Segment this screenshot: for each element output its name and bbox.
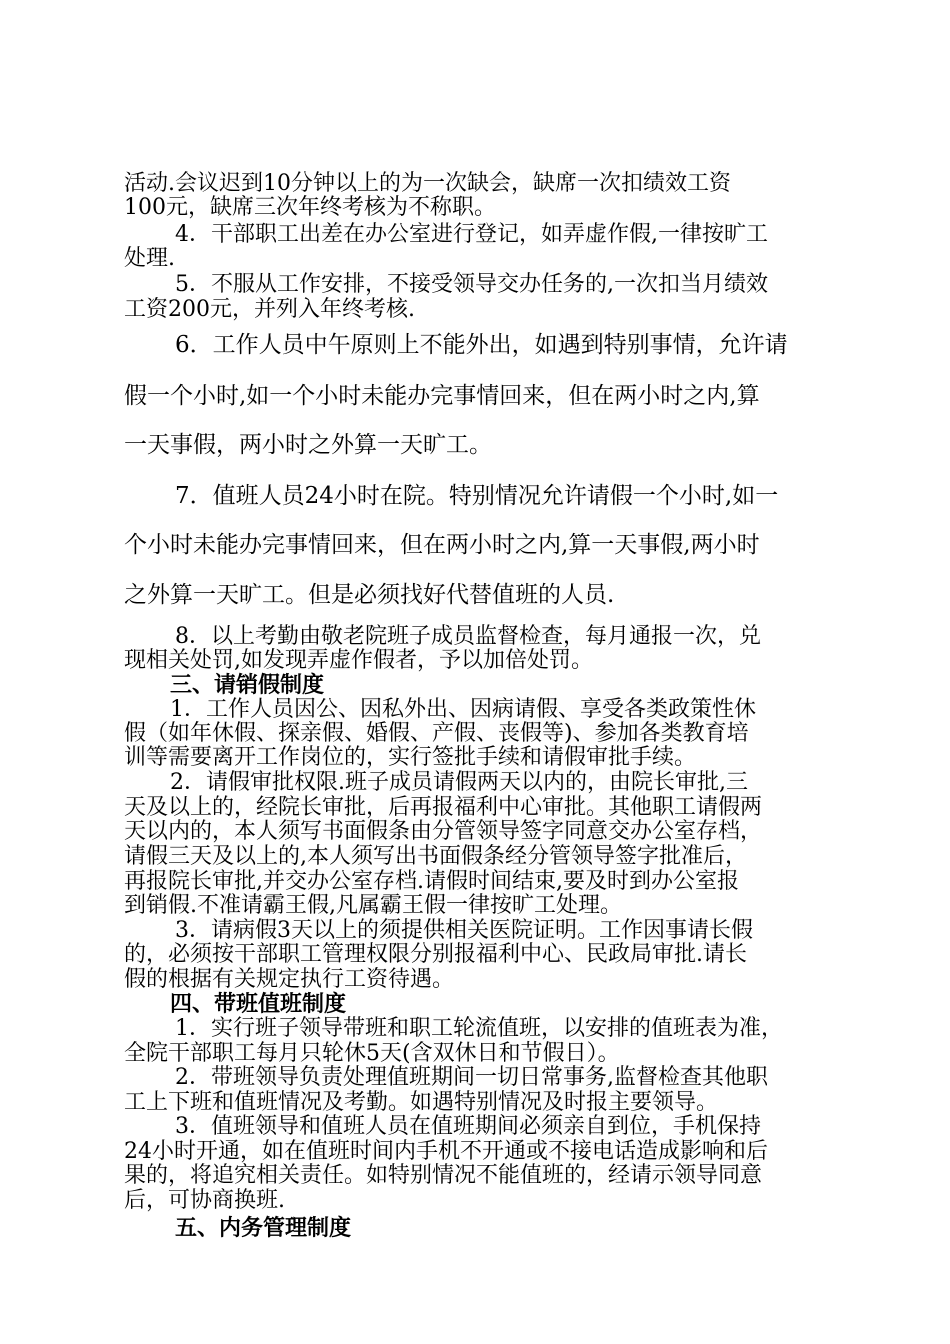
text-line: 活动.会议迟到10分钟以上的为一次缺会，缺席一次扣绩效工资 bbox=[124, 171, 731, 196]
text-line: 个小时未能办完事情回来，但在两小时之内,算一天事假,两小时 bbox=[124, 532, 760, 558]
text-line: 天及以上的，经院长审批，后再报福利中心审批。其他职工请假两 bbox=[124, 795, 763, 820]
text-line: 现相关处罚,如发现弄虚作假者，予以加倍处罚。 bbox=[124, 648, 593, 673]
text-line: 训等需要离开工作岗位的，实行签批手续和请假审批手续。 bbox=[124, 745, 697, 770]
text-line: 再报院长审批,并交办公室存档.请假时间结束,要及时到办公室报 bbox=[124, 869, 739, 894]
text-line: 2．带班领导负责处理值班期间一切日常事务,监督检查其他职 bbox=[175, 1065, 768, 1090]
text-line: 6．工作人员中午原则上不能外出，如遇到特别事情，允许请 bbox=[175, 332, 788, 358]
text-line: 3．值班领导和值班人员在值班期间必须亲自到位，手机保持 bbox=[175, 1114, 761, 1139]
text-line: 24小时开通，如在值班时间内手机不开通或不接电话造成影响和后 bbox=[124, 1139, 768, 1164]
text-line: 一天事假，两小时之外算一天旷工。 bbox=[124, 432, 492, 458]
text-line: 处理. bbox=[124, 246, 175, 271]
text-line: 请假三天及以上的,本人须写出书面假条经分管领导签字批准后， bbox=[124, 844, 747, 869]
text-line: 假一个小时,如一个小时未能办完事情回来，但在两小时之内,算 bbox=[124, 383, 760, 409]
text-line: 100元，缺席三次年终考核为不称职。 bbox=[124, 195, 496, 220]
text-line: 到销假.不准请霸王假,凡属霸王假一律按旷工处理。 bbox=[124, 893, 622, 918]
text-line: 工上下班和值班情况及考勤。如遇特别情况及时报主要领导。 bbox=[124, 1090, 719, 1115]
text-line: 全院干部职工每月只轮休5天(含双休日和节假日）。 bbox=[124, 1041, 620, 1066]
text-line: 假的根据有关规定执行工资待遇。 bbox=[124, 967, 455, 992]
text-line: 7．值班人员24小时在院。特别情况允许请假一个小时,如一 bbox=[175, 483, 779, 509]
section-heading: 五、内务管理制度 bbox=[175, 1215, 352, 1241]
section-heading: 三、请销假制度 bbox=[170, 672, 325, 698]
text-line: 1．工作人员因公、因私外出、因病请假、享受各类政策性休 bbox=[170, 697, 756, 722]
text-line: 果的，将追究相关责任。如特别情况不能值班的，经请示领导同意 bbox=[124, 1163, 763, 1188]
text-line: 2．请假审批权限.班子成员请假两天以内的，由院长审批,三 bbox=[170, 770, 748, 795]
text-line: 后，可协商换班. bbox=[124, 1188, 285, 1213]
text-line: 的，必须按干部职工管理权限分别报福利中心、民政局审批.请长 bbox=[124, 942, 747, 967]
text-line: 4．干部职工出差在办公室进行登记，如弄虚作假,一律按旷工 bbox=[175, 222, 768, 247]
text-line: 之外算一天旷工。但是必须找好代替值班的人员. bbox=[124, 582, 615, 608]
text-line: 假（如年休假、探亲假、婚假、产假、丧假等)、参加各类教育培 bbox=[124, 721, 749, 746]
text-line: 工资200元，并列入年终考核. bbox=[124, 297, 415, 322]
text-line: 1．实行班子领导带班和职工轮流值班，以安排的值班表为准， bbox=[175, 1016, 783, 1041]
text-line: 天以内的，本人须写书面假条由分管领导签字同意交办公室存档， bbox=[124, 819, 763, 844]
text-line: 8．以上考勤由敬老院班子成员监督检查，每月通报一次，兑 bbox=[175, 624, 761, 649]
section-heading: 四、带班值班制度 bbox=[170, 991, 347, 1017]
text-line: 3．请病假3天以上的须提供相关医院证明。工作因事请长假 bbox=[175, 918, 753, 943]
text-line: 5．不服从工作安排，不接受领导交办任务的,一次扣当月绩效 bbox=[175, 272, 768, 297]
